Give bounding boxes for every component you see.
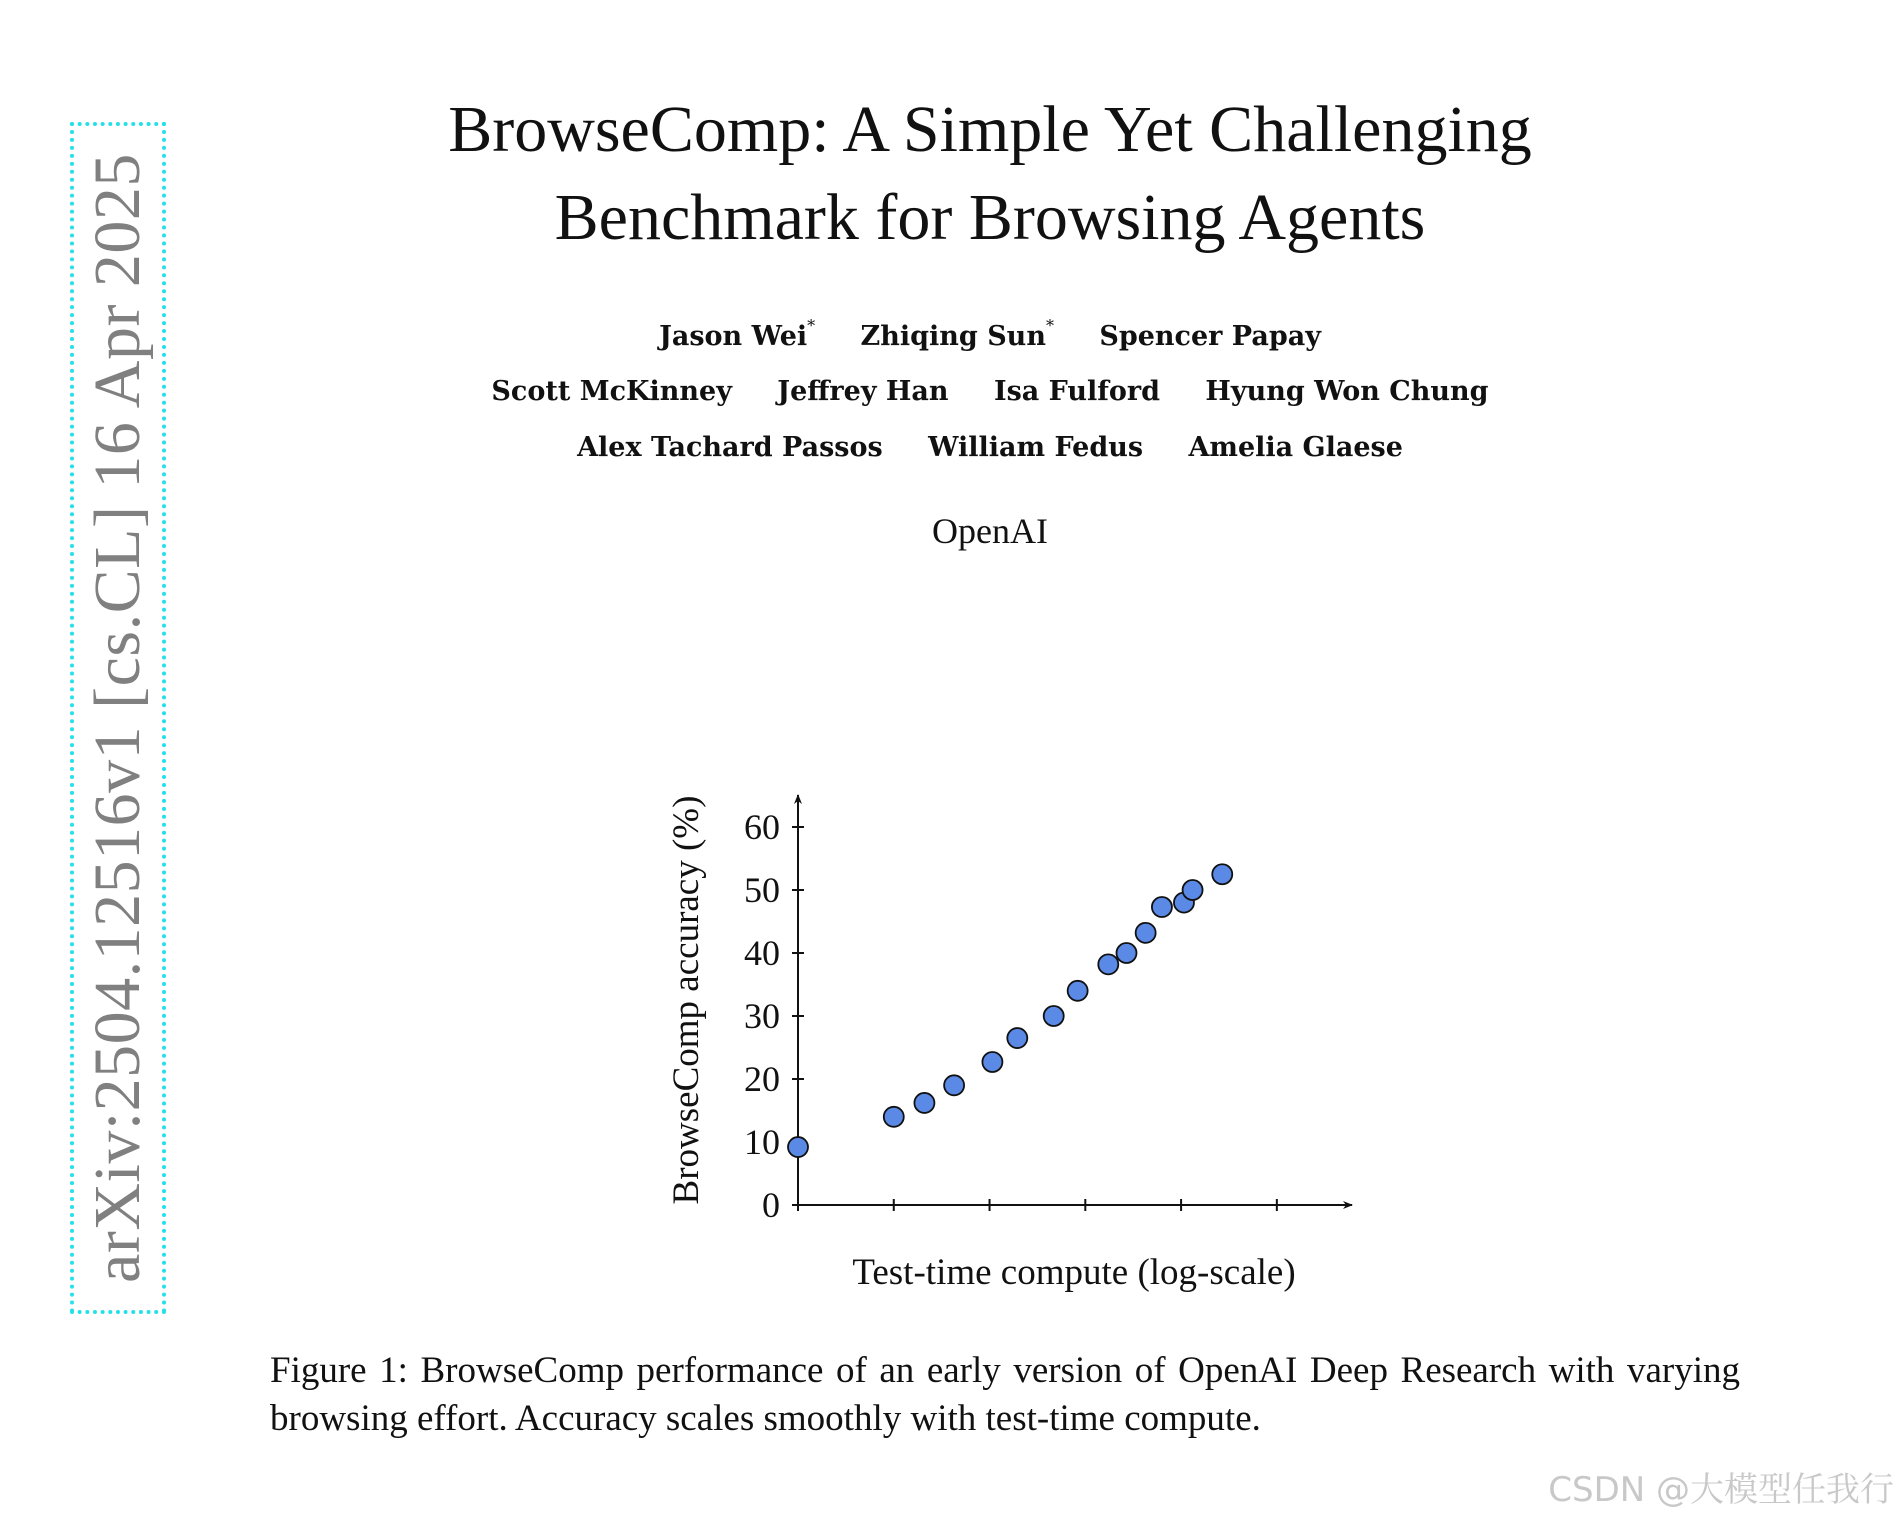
data-point [1116,943,1136,963]
affiliation: OpenAI [932,511,1048,551]
data-point [1212,864,1232,884]
x-axis-label: Test-time compute (log-scale) [852,1252,1296,1293]
y-tick-label: 40 [744,933,780,973]
author-row-2 [360,376,1620,407]
accuracy-scatter-chart [640,760,1380,1320]
data-point [914,1093,934,1113]
data-point [884,1107,904,1127]
author: Amelia Glaese [1188,432,1403,463]
data-point [1183,880,1203,900]
author: Zhiqing Sun* [860,316,1054,352]
y-tick-label: 30 [744,996,780,1036]
author: Spencer Papay [1099,321,1321,352]
data-point [788,1137,808,1157]
y-tick-label: 10 [744,1122,780,1162]
figure-caption: Figure 1: BrowseComp performance of an early version of OpenAI Deep Research with varying browsing effort. Accuracy scales smoothly with test-time compute. [270,1350,1740,1439]
paper-title [360,86,1620,262]
paper-title-line-1: BrowseComp: A Simple Yet Challenging [448,93,1532,166]
arxiv-identifier: arXiv:2504.12516v1 [cs.CL] 16 Apr 2025 [81,153,154,1283]
data-point [944,1075,964,1095]
data-point [1136,923,1156,943]
data-point [1044,1006,1064,1026]
y-axis-label: BrowseComp accuracy (%) [666,795,707,1205]
y-tick-label: 20 [744,1059,780,1099]
watermark: CSDN @大模型任我行 [1548,1470,1894,1510]
author: Scott McKinney [491,376,732,407]
author-row-1 [360,316,1620,352]
author: Alex Tachard Passos [577,432,883,463]
y-tick-label: 50 [744,870,780,910]
data-point [1007,1028,1027,1048]
author: Jason Wei* [659,316,816,352]
data-point [982,1052,1002,1072]
author: William Fedus [928,432,1144,463]
data-point [1152,897,1172,917]
author-row-3 [360,432,1620,463]
author: Hyung Won Chung [1205,376,1489,407]
author: Jeffrey Han [777,376,949,407]
author: Isa Fulford [993,376,1160,407]
y-tick-label: 0 [762,1185,780,1225]
paper-title-line-2: Benchmark for Browsing Agents [554,181,1426,254]
data-point [1098,954,1118,974]
data-point [1068,981,1088,1001]
y-tick-label: 60 [744,807,780,847]
